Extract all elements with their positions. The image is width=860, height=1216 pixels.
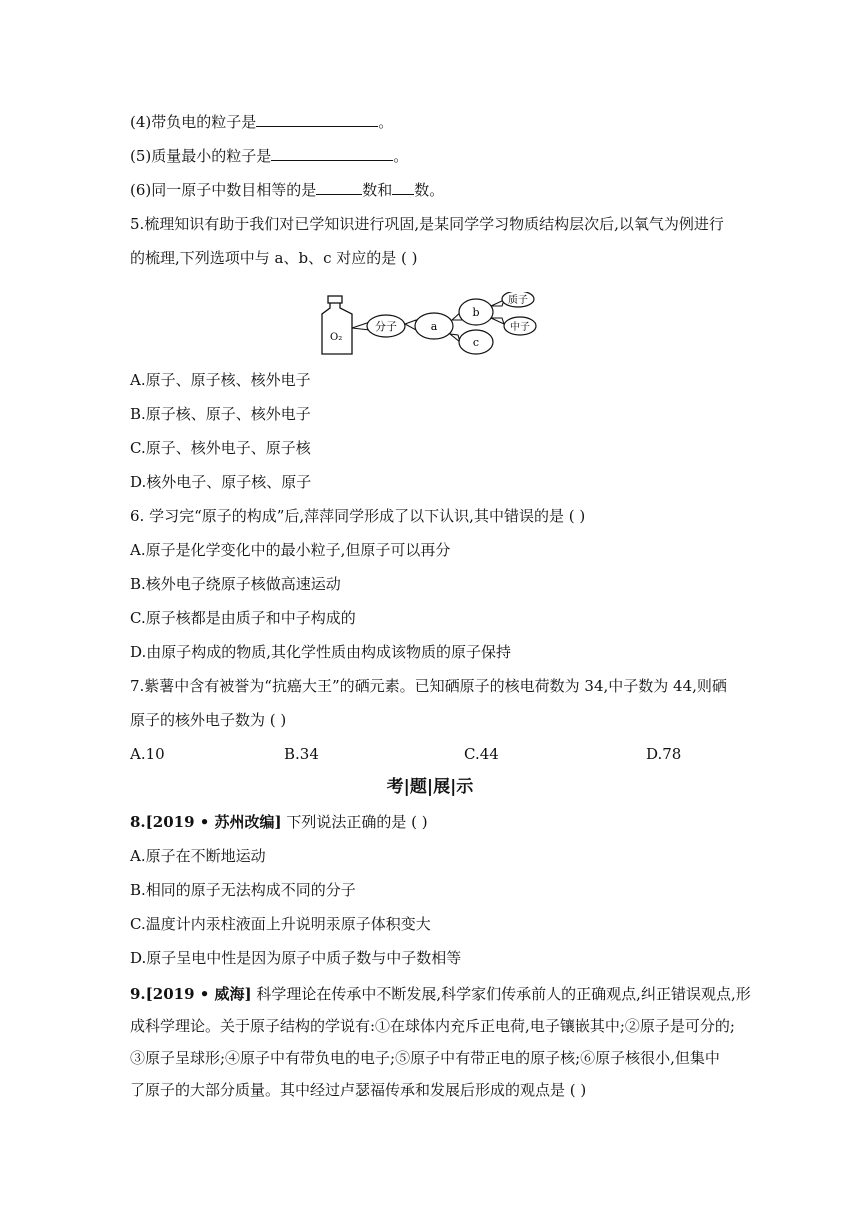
q7-option-c[interactable]: C.44: [464, 745, 499, 763]
oxygen-bottle-icon: [322, 296, 352, 354]
node-b-label: b: [472, 306, 480, 319]
q8-option-d[interactable]: D.原子呈电中性是因为原子中质子数与中子数相等: [130, 949, 462, 967]
q4-item-6: [130, 180, 444, 200]
section-title: 考|题|展|示: [386, 777, 474, 797]
q8-stem: [130, 812, 428, 832]
q4-item-6-end: 数。: [414, 181, 445, 199]
q4-item-5-text: (5)质量最小的粒子是: [130, 147, 272, 165]
q5-option-d[interactable]: D.核外电子、原子核、原子: [130, 473, 312, 491]
answer-blank[interactable]: [271, 146, 393, 161]
answer-blank[interactable]: [256, 112, 378, 127]
node-a-label: a: [430, 320, 438, 333]
node-c-label: c: [472, 336, 480, 349]
structure-diagram: [318, 292, 544, 358]
q8-option-b[interactable]: B.相同的原子无法构成不同的分子: [130, 881, 356, 899]
q5-option-a[interactable]: A.原子、原子核、核外电子: [130, 371, 311, 389]
q6-option-a[interactable]: A.原子是化学变化中的最小粒子,但原子可以再分: [130, 541, 451, 559]
q5-option-c[interactable]: C.原子、核外电子、原子核: [130, 439, 311, 457]
molecule-label: 分子: [375, 320, 397, 333]
q4-item-4: [130, 112, 393, 132]
q9-stem-line-1: [130, 984, 751, 1004]
q8-source-tag: 8.[2019 • 苏州改编]: [130, 813, 282, 831]
q9-stem-text-1: 科学理论在传承中不断发展,科学家们传承前人的正确观点,纠正错误观点,形: [251, 985, 751, 1003]
q9-stem-line-4: 了原子的大部分质量。其中经过卢瑟福传承和发展后形成的观点是 ( ): [130, 1081, 587, 1099]
q8-stem-text: 下列说法正确的是 ( ): [281, 813, 428, 831]
bottle-label: O₂: [330, 332, 343, 343]
q4-item-6-text: (6)同一原子中数目相等的是: [130, 181, 317, 199]
q8-option-a[interactable]: A.原子在不断地运动: [130, 847, 266, 865]
q6-stem: 6. 学习完“原子的构成”后,萍萍同学形成了以下认识,其中错误的是 ( ): [130, 507, 586, 525]
neutron-label: 中子: [510, 322, 530, 333]
q6-option-d[interactable]: D.由原子构成的物质,其化学性质由构成该物质的原子保持: [130, 643, 512, 661]
q9-stem-line-2: 成科学理论。关于原子结构的学说有:①在球体内充斥正电荷,电子镶嵌其中;②原子是可分的;: [130, 1017, 735, 1035]
q7-stem-line-1: 7.紫薯中含有被誉为“抗癌大王”的硒元素。已知硒原子的核电荷数为 34,中子数为 44,则硒: [130, 677, 727, 695]
q9-stem-line-3: ③原子呈球形;④原子中有带负电的电子;⑤原子中有带正电的原子核;⑥原子核很小,但集中: [130, 1049, 720, 1067]
q7-stem-line-2: 原子的核外电子数为 ( ): [130, 711, 287, 729]
q4-item-5: [130, 146, 408, 166]
q5-stem-line-2: 的梳理,下列选项中与 a、b、c 对应的是 ( ): [130, 249, 418, 267]
q7-option-b[interactable]: B.34: [284, 745, 319, 763]
q6-option-c[interactable]: C.原子核都是由质子和中子构成的: [130, 609, 356, 627]
q4-item-5-end: 。: [393, 147, 409, 165]
answer-blank[interactable]: [392, 180, 414, 195]
q7-option-a[interactable]: A.10: [130, 745, 165, 763]
q4-item-6-mid: 数和: [362, 181, 393, 199]
q8-option-c[interactable]: C.温度计内汞柱液面上升说明汞原子体积变大: [130, 915, 431, 933]
q7-option-d[interactable]: D.78: [646, 745, 682, 763]
q6-option-b[interactable]: B.核外电子绕原子核做高速运动: [130, 575, 341, 593]
q5-stem-line-1: 5.梳理知识有助于我们对已学知识进行巩固,是某同学学习物质结构层次后,以氧气为例进行: [130, 215, 724, 233]
q4-item-4-text: (4)带负电的粒子是: [130, 113, 257, 131]
proton-label: 质子: [508, 295, 528, 306]
q5-option-b[interactable]: B.原子核、原子、核外电子: [130, 405, 311, 423]
q4-item-4-end: 。: [378, 113, 394, 131]
answer-blank[interactable]: [316, 180, 362, 195]
q9-source-tag: 9.[2019 • 威海]: [130, 985, 252, 1003]
